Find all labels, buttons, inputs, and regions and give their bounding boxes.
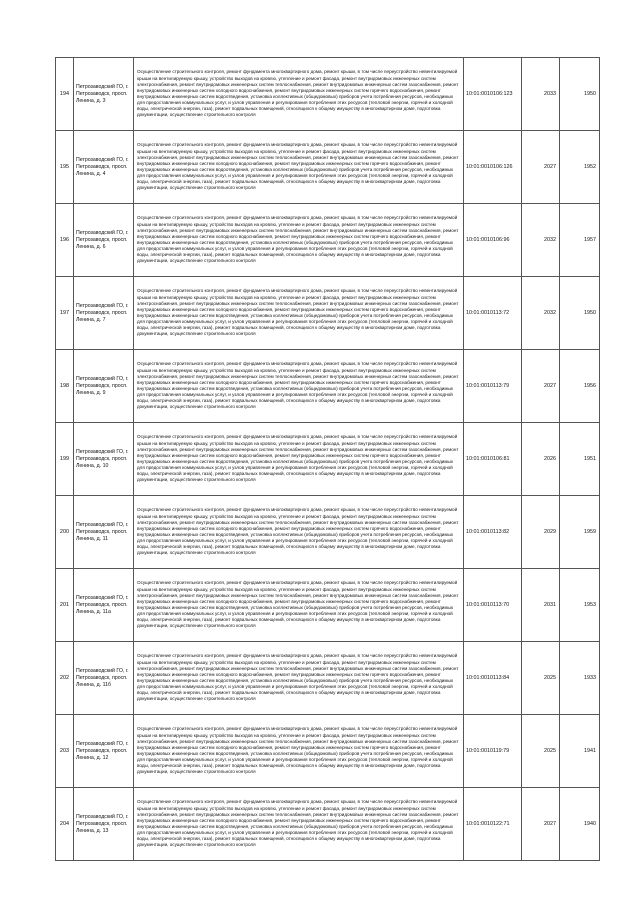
address-line: Петрозаводск, просп. (76, 382, 128, 389)
address-cell (74, 496, 134, 569)
address-line: Ленина, д. 11б (76, 681, 111, 688)
address-line: Ленина, д. 11 (76, 535, 108, 542)
address-cell (74, 131, 134, 204)
planned-year: 2027 (522, 131, 560, 204)
cadastral-number: 10:01:0010119:79 (464, 715, 522, 788)
address-cell (74, 715, 134, 788)
planned-year: 2027 (522, 350, 560, 423)
address-line: Петрозаводск, просп. (76, 674, 128, 681)
cadastral-number: 10:01:0010106:123 (464, 58, 522, 131)
cadastral-number: 10:01:0010113:84 (464, 642, 522, 715)
works-description: Осуществление строительного контроля, ремонт фундамента многоквартирного дома, ремонт крыши, в том числе переустройство невентилируемой крыши на вентилируемую крышу, устройство выходов на кровлю, утепление и ремонт фасада, ремонт внутридомовых инженерных систем электроснабжения, ремонт внутридомовых инженерных систем теплоснабжения, ремонт внутридомовых инженерных систем газоснабжения, ремонт внутридомовых инженерных систем холодного водоснабжения, ремонт внутридомовых инженерных систем горячего водоснабжения, ремонт внутридомовых инженерных систем водоотведения, установка коллективных (общедомовых) приборов учета потребления ресурсов, необходимых для предоставления коммунальных услуг, и узлов управления и регулирования потребления этих ресурсов (тепловой энергии, горячей и холодной воды, электрической энергии, газа), ремонт подвальных помещений, относящихся к общему имуществу в многоквартирном доме, подготовка документации, осуществление строительного контроля (134, 642, 464, 715)
address-line: Петрозаводский ГО, г. (76, 302, 129, 309)
address-cell (74, 642, 134, 715)
address-line: Петрозаводск, просп. (76, 820, 128, 827)
address-line: Ленина, д. 9 (76, 389, 106, 396)
table-row (56, 204, 600, 277)
cadastral-number: 10:01:0010106:96 (464, 204, 522, 277)
address-line: Ленина, д. 6 (76, 243, 106, 250)
construction-year: 1959 (560, 496, 600, 569)
construction-year: 1941 (560, 715, 600, 788)
planned-year: 2033 (522, 58, 560, 131)
row-number: 201 (56, 569, 74, 642)
construction-year: 1950 (560, 58, 600, 131)
address-line: Петрозаводск, просп. (76, 528, 128, 535)
cadastral-number: 10:01:0010106:126 (464, 131, 522, 204)
address-line: Ленина, д. 10 (76, 462, 109, 469)
works-description: Осуществление строительного контроля, ремонт фундамента многоквартирного дома, ремонт крыши, в том числе переустройство невентилируемой крыши на вентилируемую крышу, устройство выходов на кровлю, утепление и ремонт фасада, ремонт внутридомовых инженерных систем электроснабжения, ремонт внутридомовых инженерных систем теплоснабжения, ремонт внутридомовых инженерных систем газоснабжения, ремонт внутридомовых инженерных систем холодного водоснабжения, ремонт внутридомовых инженерных систем горячего водоснабжения, ремонт внутридомовых инженерных систем водоотведения, установка коллективных (общедомовых) приборов учета потребления ресурсов, необходимых для предоставления коммунальных услуг, и узлов управления и регулирования потребления этих ресурсов (тепловой энергии, горячей и холодной воды, электрической энергии, газа), ремонт подвальных помещений, относящихся к общему имуществу в многоквартирном доме, подготовка документации, осуществление строительного контроля (134, 58, 464, 131)
row-number: 202 (56, 642, 74, 715)
program-table (55, 57, 600, 861)
row-number: 204 (56, 788, 74, 861)
address-line: Ленина, д. 4 (76, 170, 106, 177)
address-line: Петрозаводск, просп. (76, 455, 128, 462)
table-row (56, 131, 600, 204)
cadastral-number: 10:01:0010113:82 (464, 496, 522, 569)
construction-year: 1940 (560, 788, 600, 861)
address-line: Петрозаводск, просп. (76, 747, 128, 754)
address-line: Петрозаводский ГО, г. (76, 667, 129, 674)
table-row (56, 715, 600, 788)
works-description: Осуществление строительного контроля, ремонт фундамента многоквартирного дома, ремонт крыши, в том числе переустройство невентилируемой крыши на вентилируемую крышу, устройство выходов на кровлю, утепление и ремонт фасада, ремонт внутридомовых инженерных систем электроснабжения, ремонт внутридомовых инженерных систем теплоснабжения, ремонт внутридомовых инженерных систем газоснабжения, ремонт внутридомовых инженерных систем холодного водоснабжения, ремонт внутридомовых инженерных систем горячего водоснабжения, ремонт внутридомовых инженерных систем водоотведения, установка коллективных (общедомовых) приборов учета потребления ресурсов, необходимых для предоставления коммунальных услуг, и узлов управления и регулирования потребления этих ресурсов (тепловой энергии, горячей и холодной воды, электрической энергии, газа), ремонт подвальных помещений, относящихся к общему имуществу в многоквартирном доме, подготовка документации, осуществление строительного контроля (134, 496, 464, 569)
planned-year: 2025 (522, 642, 560, 715)
cadastral-number: 10:01:0010113:79 (464, 350, 522, 423)
row-number: 203 (56, 715, 74, 788)
planned-year: 2031 (522, 569, 560, 642)
cadastral-number: 10:01:0010113:72 (464, 277, 522, 350)
construction-year: 1951 (560, 423, 600, 496)
planned-year: 2026 (522, 423, 560, 496)
table-row (56, 277, 600, 350)
table-row (56, 569, 600, 642)
address-line: Петрозаводский ГО, г. (76, 83, 129, 90)
address-line: Ленина, д. 13 (76, 827, 109, 834)
planned-year: 2025 (522, 715, 560, 788)
address-line: Петрозаводский ГО, г. (76, 594, 129, 601)
address-line: Петрозаводский ГО, г. (76, 813, 129, 820)
address-cell (74, 277, 134, 350)
address-line: Ленина, д. 12 (76, 754, 109, 761)
cadastral-number: 10:01:0010122:71 (464, 788, 522, 861)
row-number: 195 (56, 131, 74, 204)
table-row (56, 423, 600, 496)
table-row (56, 58, 600, 131)
planned-year: 2027 (522, 788, 560, 861)
works-description: Осуществление строительного контроля, ремонт фундамента многоквартирного дома, ремонт крыши, в том числе переустройство невентилируемой крыши на вентилируемую крышу, устройство выходов на кровлю, утепление и ремонт фасада, ремонт внутридомовых инженерных систем электроснабжения, ремонт внутридомовых инженерных систем теплоснабжения, ремонт внутридомовых инженерных систем газоснабжения, ремонт внутридомовых инженерных систем холодного водоснабжения, ремонт внутридомовых инженерных систем горячего водоснабжения, ремонт внутридомовых инженерных систем водоотведения, установка коллективных (общедомовых) приборов учета потребления ресурсов, необходимых для предоставления коммунальных услуг, и узлов управления и регулирования потребления этих ресурсов (тепловой энергии, горячей и холодной воды, электрической энергии, газа), ремонт подвальных помещений, относящихся к общему имуществу в многоквартирном доме, подготовка документации, осуществление строительного контроля (134, 131, 464, 204)
works-description: Осуществление строительного контроля, ремонт фундамента многоквартирного дома, ремонт крыши, в том числе переустройство невентилируемой крыши на вентилируемую крышу, устройство выходов на кровлю, утепление и ремонт фасада, ремонт внутридомовых инженерных систем электроснабжения, ремонт внутридомовых инженерных систем теплоснабжения, ремонт внутридомовых инженерных систем газоснабжения, ремонт внутридомовых инженерных систем холодного водоснабжения, ремонт внутридомовых инженерных систем горячего водоснабжения, ремонт внутридомовых инженерных систем водоотведения, установка коллективных (общедомовых) приборов учета потребления ресурсов, необходимых для предоставления коммунальных услуг, и узлов управления и регулирования потребления этих ресурсов (тепловой энергии, горячей и холодной воды, электрической энергии, газа), ремонт подвальных помещений, относящихся к общему имуществу в многоквартирном доме, подготовка документации, осуществление строительного контроля (134, 204, 464, 277)
address-cell (74, 423, 134, 496)
works-description: Осуществление строительного контроля, ремонт фундамента многоквартирного дома, ремонт крыши, в том числе переустройство невентилируемой крыши на вентилируемую крышу, устройство выходов на кровлю, утепление и ремонт фасада, ремонт внутридомовых инженерных систем электроснабжения, ремонт внутридомовых инженерных систем теплоснабжения, ремонт внутридомовых инженерных систем газоснабжения, ремонт внутридомовых инженерных систем холодного водоснабжения, ремонт внутридомовых инженерных систем горячего водоснабжения, ремонт внутридомовых инженерных систем водоотведения, установка коллективных (общедомовых) приборов учета потребления ресурсов, необходимых для предоставления коммунальных услуг, и узлов управления и регулирования потребления этих ресурсов (тепловой энергии, горячей и холодной воды, электрической энергии, газа), ремонт подвальных помещений, относящихся к общему имуществу в многоквартирном доме, подготовка документации, осуществление строительного контроля (134, 423, 464, 496)
cadastral-number: 10:01:0010113:70 (464, 569, 522, 642)
works-description: Осуществление строительного контроля, ремонт фундамента многоквартирного дома, ремонт крыши, в том числе переустройство невентилируемой крыши на вентилируемую крышу, устройство выходов на кровлю, утепление и ремонт фасада, ремонт внутридомовых инженерных систем электроснабжения, ремонт внутридомовых инженерных систем теплоснабжения, ремонт внутридомовых инженерных систем газоснабжения, ремонт внутридомовых инженерных систем холодного водоснабжения, ремонт внутридомовых инженерных систем горячего водоснабжения, ремонт внутридомовых инженерных систем водоотведения, установка коллективных (общедомовых) приборов учета потребления ресурсов, необходимых для предоставления коммунальных услуг, и узлов управления и регулирования потребления этих ресурсов (тепловой энергии, горячей и холодной воды, электрической энергии, газа), ремонт подвальных помещений, относящихся к общему имуществу в многоквартирном доме, подготовка документации, осуществление строительного контроля (134, 277, 464, 350)
table-row (56, 350, 600, 423)
planned-year: 2032 (522, 204, 560, 277)
address-line: Петрозаводский ГО, г. (76, 521, 129, 528)
construction-year: 1953 (560, 569, 600, 642)
row-number: 194 (56, 58, 74, 131)
construction-year: 1952 (560, 131, 600, 204)
table-row (56, 642, 600, 715)
construction-year: 1950 (560, 277, 600, 350)
address-line: Петрозаводский ГО, г. (76, 740, 129, 747)
address-line: Петрозаводск, просп. (76, 163, 128, 170)
address-cell (74, 569, 134, 642)
works-description: Осуществление строительного контроля, ремонт фундамента многоквартирного дома, ремонт крыши, в том числе переустройство невентилируемой крыши на вентилируемую крышу, устройство выходов на кровлю, утепление и ремонт фасада, ремонт внутридомовых инженерных систем электроснабжения, ремонт внутридомовых инженерных систем теплоснабжения, ремонт внутридомовых инженерных систем газоснабжения, ремонт внутридомовых инженерных систем холодного водоснабжения, ремонт внутридомовых инженерных систем горячего водоснабжения, ремонт внутридомовых инженерных систем водоотведения, установка коллективных (общедомовых) приборов учета потребления ресурсов, необходимых для предоставления коммунальных услуг, и узлов управления и регулирования потребления этих ресурсов (тепловой энергии, горячей и холодной воды, электрической энергии, газа), ремонт подвальных помещений, относящихся к общему имуществу в многоквартирном доме, подготовка документации, осуществление строительного контроля (134, 350, 464, 423)
address-line: Петрозаводск, просп. (76, 309, 128, 316)
address-cell (74, 204, 134, 277)
address-line: Петрозаводский ГО, г. (76, 448, 129, 455)
address-line: Ленина, д. 7 (76, 316, 106, 323)
address-line: Ленина, д. 3 (76, 97, 106, 104)
works-description: Осуществление строительного контроля, ремонт фундамента многоквартирного дома, ремонт крыши, в том числе переустройство невентилируемой крыши на вентилируемую крышу, устройство выходов на кровлю, утепление и ремонт фасада, ремонт внутридомовых инженерных систем электроснабжения, ремонт внутридомовых инженерных систем теплоснабжения, ремонт внутридомовых инженерных систем газоснабжения, ремонт внутридомовых инженерных систем холодного водоснабжения, ремонт внутридомовых инженерных систем горячего водоснабжения, ремонт внутридомовых инженерных систем водоотведения, установка коллективных (общедомовых) приборов учета потребления ресурсов, необходимых для предоставления коммунальных услуг, и узлов управления и регулирования потребления этих ресурсов (тепловой энергии, горячей и холодной воды, электрической энергии, газа), ремонт подвальных помещений, относящихся к общему имуществу в многоквартирном доме, подготовка документации, осуществление строительного контроля (134, 788, 464, 861)
address-line: Петрозаводский ГО, г. (76, 156, 129, 163)
program-table-body (56, 58, 600, 861)
table-row (56, 788, 600, 861)
address-cell (74, 58, 134, 131)
construction-year: 1933 (560, 642, 600, 715)
works-description: Осуществление строительного контроля, ремонт фундамента многоквартирного дома, ремонт крыши, в том числе переустройство невентилируемой крыши на вентилируемую крышу, устройство выходов на кровлю, утепление и ремонт фасада, ремонт внутридомовых инженерных систем электроснабжения, ремонт внутридомовых инженерных систем теплоснабжения, ремонт внутридомовых инженерных систем газоснабжения, ремонт внутридомовых инженерных систем холодного водоснабжения, ремонт внутридомовых инженерных систем горячего водоснабжения, ремонт внутридомовых инженерных систем водоотведения, установка коллективных (общедомовых) приборов учета потребления ресурсов, необходимых для предоставления коммунальных услуг, и узлов управления и регулирования потребления этих ресурсов (тепловой энергии, горячей и холодной воды, электрической энергии, газа), ремонт подвальных помещений, относящихся к общему имуществу в многоквартирном доме, подготовка документации, осуществление строительного контроля (134, 569, 464, 642)
construction-year: 1956 (560, 350, 600, 423)
table-row (56, 496, 600, 569)
planned-year: 2029 (522, 496, 560, 569)
address-cell (74, 788, 134, 861)
planned-year: 2032 (522, 277, 560, 350)
address-line: Петрозаводск, просп. (76, 236, 128, 243)
row-number: 196 (56, 204, 74, 277)
address-line: Петрозаводск, просп. (76, 90, 128, 97)
row-number: 199 (56, 423, 74, 496)
address-line: Петрозаводск, просп. (76, 601, 128, 608)
construction-year: 1957 (560, 204, 600, 277)
address-line: Петрозаводский ГО, г. (76, 229, 129, 236)
address-line: Ленина, д. 11а (76, 608, 111, 615)
address-cell (74, 350, 134, 423)
works-description: Осуществление строительного контроля, ремонт фундамента многоквартирного дома, ремонт крыши, в том числе переустройство невентилируемой крыши на вентилируемую крышу, устройство выходов на кровлю, утепление и ремонт фасада, ремонт внутридомовых инженерных систем электроснабжения, ремонт внутридомовых инженерных систем теплоснабжения, ремонт внутридомовых инженерных систем газоснабжения, ремонт внутридомовых инженерных систем холодного водоснабжения, ремонт внутридомовых инженерных систем горячего водоснабжения, ремонт внутридомовых инженерных систем водоотведения, установка коллективных (общедомовых) приборов учета потребления ресурсов, необходимых для предоставления коммунальных услуг, и узлов управления и регулирования потребления этих ресурсов (тепловой энергии, горячей и холодной воды, электрической энергии, газа), ремонт подвальных помещений, относящихся к общему имуществу в многоквартирном доме, подготовка документации, осуществление строительного контроля (134, 715, 464, 788)
row-number: 200 (56, 496, 74, 569)
row-number: 197 (56, 277, 74, 350)
cadastral-number: 10:01:0010106:81 (464, 423, 522, 496)
row-number: 198 (56, 350, 74, 423)
address-line: Петрозаводский ГО, г. (76, 375, 129, 382)
